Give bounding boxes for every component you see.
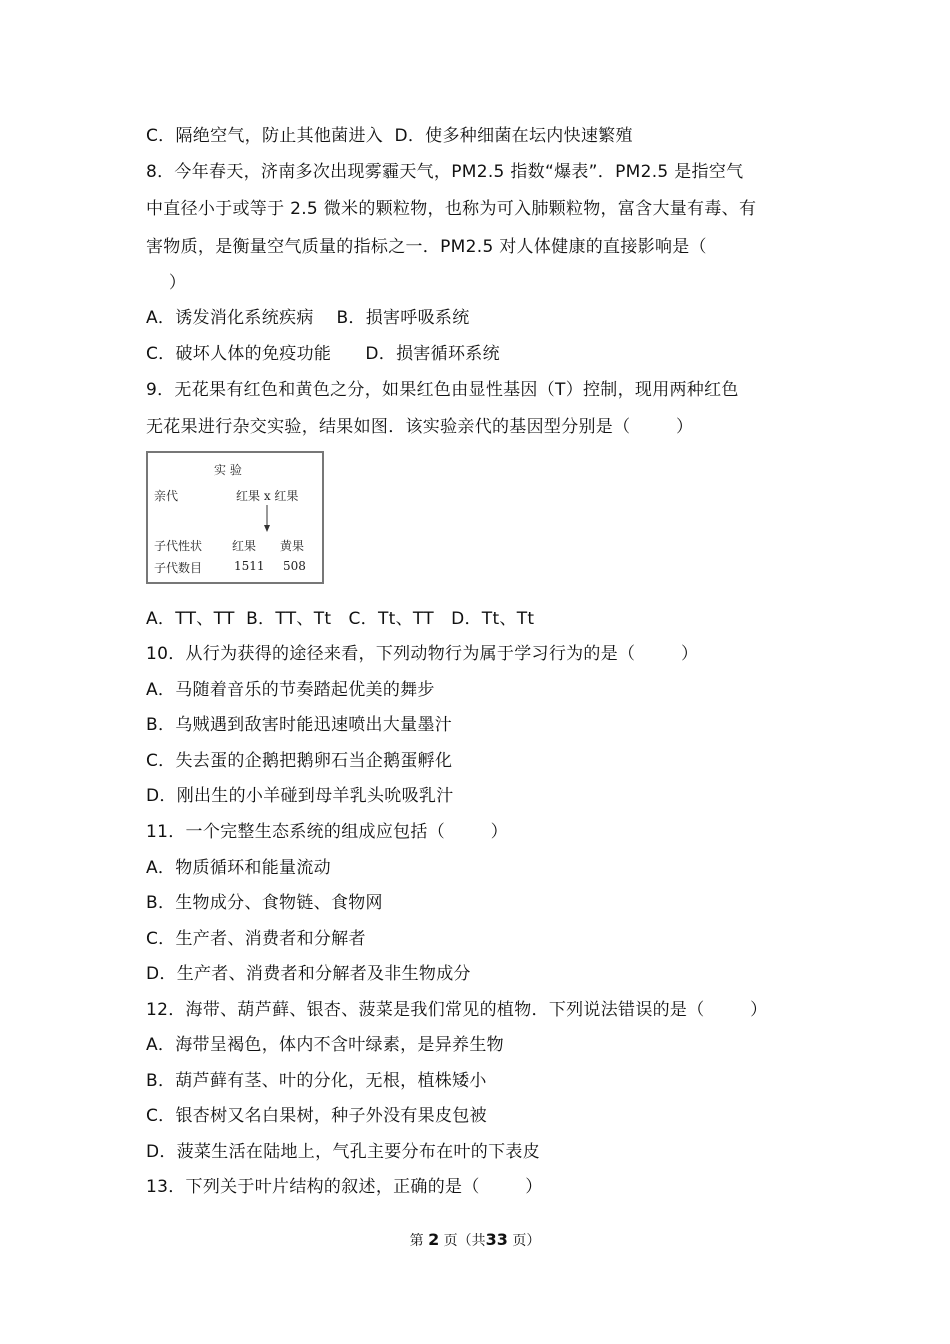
text-line: ）	[146, 273, 187, 293]
option-line: A．物质循环和能量流动	[146, 858, 331, 878]
footer-prefix: 第	[409, 1233, 424, 1249]
figure-title: 实 验	[214, 463, 242, 477]
option-line: D．菠菜生活在陆地上，气孔主要分布在叶的下表皮	[146, 1142, 540, 1162]
figure-parent-label: 亲代	[154, 489, 179, 503]
option-line: C．银杏树又名白果树，种子外没有果皮包被	[146, 1106, 487, 1126]
experiment-figure	[146, 451, 324, 584]
footer-page-number: 2	[428, 1230, 440, 1249]
question-12-line: 12．海带、葫芦藓、银杏、菠菜是我们常见的植物．下列说法错误的是（ ）	[146, 1000, 768, 1020]
option-line: C．失去蛋的企鹅把鹅卵石当企鹅蛋孵化	[146, 751, 453, 771]
figure-offspring-trait-label: 子代性状	[154, 539, 203, 553]
option-line: D．刚出生的小羊碰到母羊乳头吮吸乳汁	[146, 786, 454, 806]
option-line: B．葫芦藓有茎、叶的分化，无根，植株矮小	[146, 1071, 487, 1091]
option-line: B．乌贼遇到敌害时能迅速喷出大量墨汁	[146, 715, 453, 735]
question-13-line: 13．下列关于叶片结构的叙述，正确的是（ ）	[146, 1177, 543, 1197]
question-8-line: 8．今年春天，济南多次出现雾霾天气，PM2.5 指数“爆表”．PM2.5 是指空气	[146, 162, 744, 182]
option-line: A．TT、TT B．TT、Tt C．Tt、TT D．Tt、Tt	[146, 609, 535, 629]
option-line: A．海带呈褐色，体内不含叶绿素，是异养生物	[146, 1035, 504, 1055]
option-line: C．破坏人体的免疫功能 D．损害循环系统	[146, 344, 500, 364]
figure-yellow-count: 508	[283, 559, 306, 573]
figure-red-label: 红果	[232, 539, 257, 553]
footer-total-pages: 33	[485, 1230, 508, 1249]
figure-parent-cross: 红果 x 红果	[236, 489, 299, 503]
text-line: 害物质，是衡量空气质量的指标之一．PM2.5 对人体健康的直接影响是（	[146, 237, 707, 257]
option-line: B．生物成分、食物链、食物网	[146, 893, 383, 913]
option-line: D．生产者、消费者和分解者及非生物成分	[146, 964, 471, 984]
footer-middle: 页（共	[443, 1233, 486, 1249]
question-9-line: 9．无花果有红色和黄色之分，如果红色由显性基因（T）控制，现用两种红色	[146, 380, 739, 400]
page-footer	[0, 1230, 950, 1250]
text-line: C．隔绝空气，防止其他菌进入 D．使多种细菌在坛内快速繁殖	[146, 126, 633, 146]
figure-yellow-label: 黄果	[280, 539, 305, 553]
question-11-line: 11．一个完整生态系统的组成应包括（ ）	[146, 822, 508, 842]
footer-suffix: 页）	[512, 1233, 541, 1249]
figure-offspring-count-label: 子代数目	[154, 561, 203, 575]
arrow-down-icon	[262, 505, 272, 533]
option-line: A．诱发消化系统疾病 B．损害呼吸系统	[146, 308, 470, 328]
text-line: 无花果进行杂交实验，结果如图．该实验亲代的基因型分别是（ ）	[146, 417, 694, 437]
figure-red-count: 1511	[234, 559, 265, 573]
option-line: A．马随着音乐的节奏踏起优美的舞步	[146, 680, 435, 700]
option-line: C．生产者、消费者和分解者	[146, 929, 366, 949]
question-10-line: 10．从行为获得的途径来看，下列动物行为属于学习行为的是（ ）	[146, 644, 699, 664]
text-line: 中直径小于或等于 2.5 微米的颗粒物，也称为可入肺颗粒物，富含大量有毒、有	[146, 199, 757, 219]
